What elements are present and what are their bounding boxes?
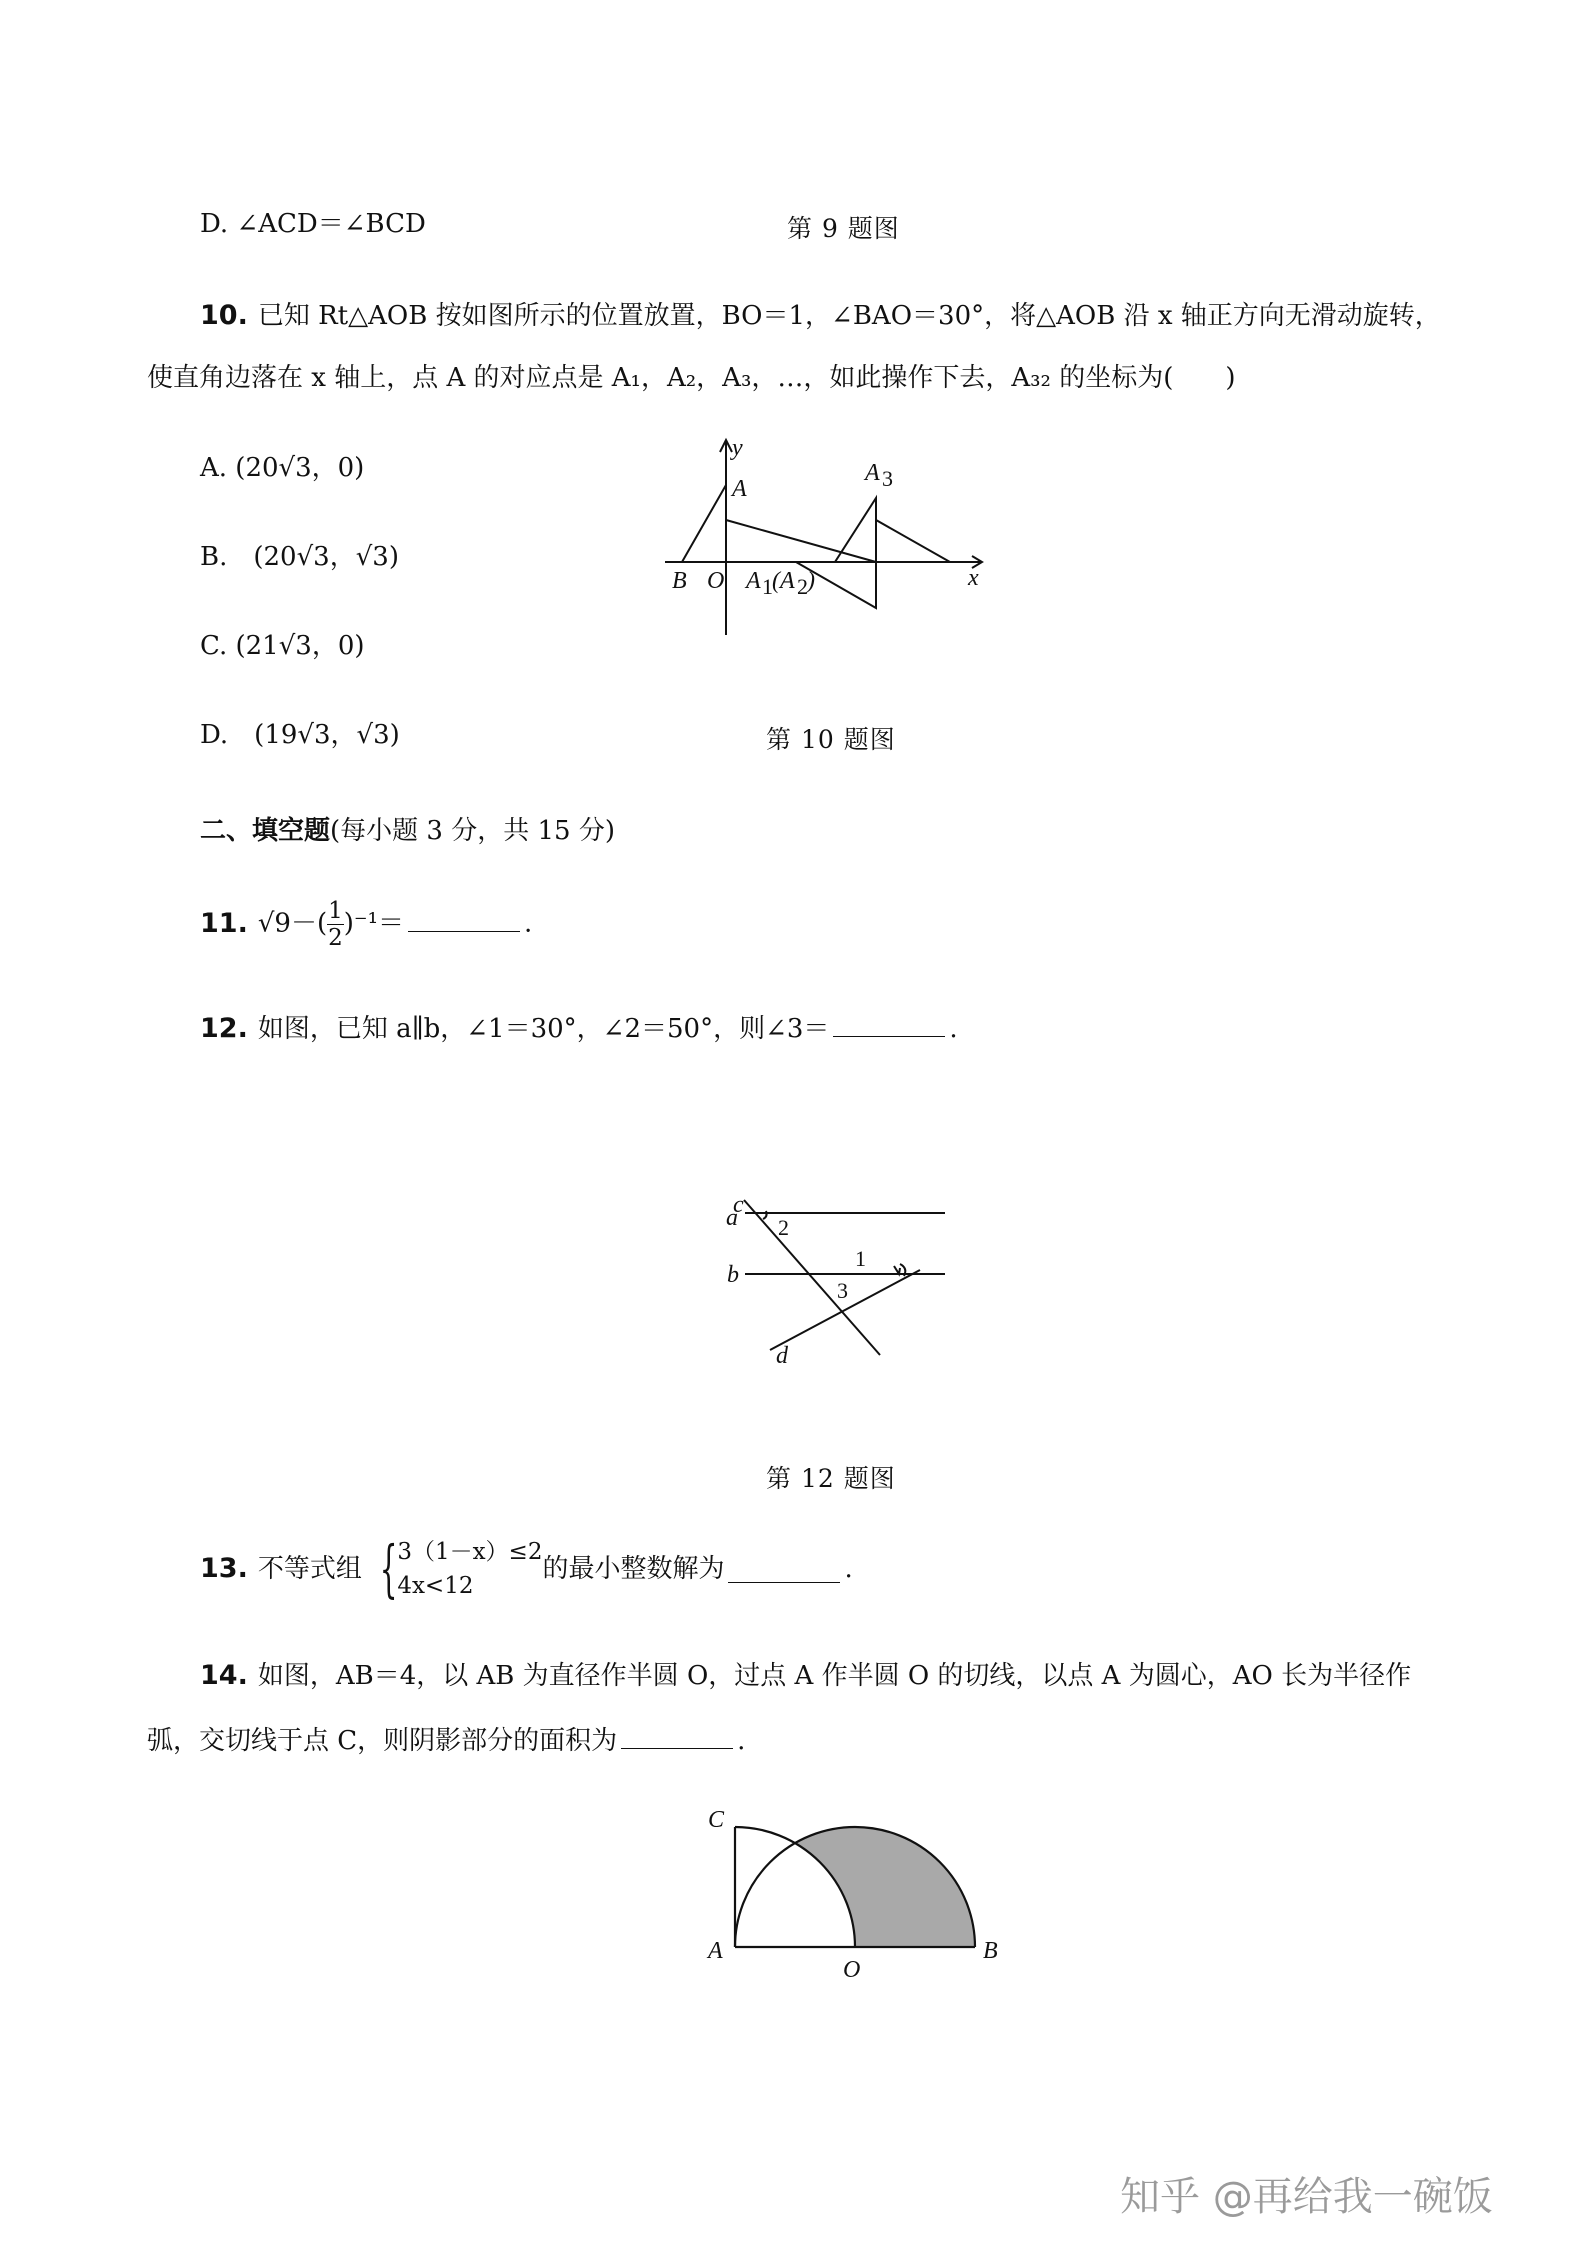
- q10-figure: [650, 430, 1000, 640]
- q10-label-A2-sub: 2: [797, 574, 808, 599]
- q10-figure-caption: 第 10 题图: [766, 725, 896, 754]
- q10-label-x: x: [968, 565, 979, 591]
- q10-option-a: A. (20√3，0): [200, 453, 365, 483]
- q10-label-B: B: [672, 568, 687, 594]
- q10-option-b: B. (20√3，√3): [200, 542, 399, 572]
- q14-label-B: B: [983, 1938, 998, 1964]
- q10-text-line1: 已知 Rt△AOB 按如图所示的位置放置，BO＝1，∠BAO＝30°，将△AOB 沿 x 轴正方向无滑动旋转，: [257, 301, 1441, 331]
- triangle-A3-left: [835, 498, 876, 562]
- section-2-title: 二、填空题: [200, 816, 331, 846]
- q13-row1: 3（1－x）≤2: [397, 1539, 543, 1565]
- q11-answer-blank[interactable]: [408, 905, 520, 932]
- q13-pre: 不等式组: [257, 1554, 362, 1584]
- q12-end: .: [949, 1014, 958, 1044]
- q9-figure-caption: 第 9 题图: [787, 214, 900, 243]
- q10-number: 10.: [200, 300, 248, 331]
- q14-label-A: A: [708, 1938, 723, 1964]
- q14-label-C: C: [708, 1807, 725, 1833]
- q12-label-3: 3: [837, 1278, 848, 1303]
- q14-answer-blank[interactable]: [621, 1722, 733, 1749]
- q11: [200, 898, 532, 951]
- q12-label-a: a: [726, 1205, 738, 1231]
- q13-number: 13.: [200, 1553, 248, 1584]
- q13-brace: {: [379, 1532, 398, 1605]
- q13-row2: 4x<12: [397, 1573, 474, 1599]
- q14-label-O: O: [843, 1957, 861, 1983]
- q13-end: .: [844, 1554, 853, 1584]
- triangle-AOB: [682, 485, 726, 562]
- q10-label-A3: A: [865, 460, 880, 486]
- q11-expr-post: )⁻¹＝: [343, 908, 405, 939]
- q14-text-line2: 弧，交切线于点 C，则阴影部分的面积为: [147, 1726, 618, 1756]
- q10-label-A: A: [732, 476, 747, 502]
- q11-expr-pre: √9－(: [257, 908, 328, 939]
- triangle-A3-right: [876, 520, 950, 562]
- q12-number: 12.: [200, 1013, 248, 1044]
- q12-figure: [720, 1180, 960, 1370]
- section-2-heading: [200, 810, 615, 847]
- q10-line1: [200, 300, 1441, 332]
- q10-text-line2: 使直角边落在 x 轴上，点 A 的对应点是 A₁，A₂，A₃，…，如此操作下去，A₃₂ 的坐标为( ): [147, 363, 1236, 393]
- q10-label-A2-close: ): [807, 568, 815, 594]
- q14-end: .: [737, 1726, 746, 1756]
- q12: [200, 1010, 958, 1045]
- q10-label-O: O: [707, 568, 725, 594]
- q11-frac-den: 2: [328, 925, 343, 951]
- q11-fraction: [327, 898, 344, 951]
- q10-label-A1-sub: 1: [762, 574, 773, 599]
- q10-label-y: y: [732, 435, 743, 461]
- line-c: [744, 1200, 880, 1355]
- q13-system: [397, 1535, 542, 1603]
- angle-1-arrow: [894, 1266, 900, 1274]
- q14-figure: [700, 1795, 1020, 1995]
- q14-text-line1: 如图，AB＝4，以 AB 为直径作半圆 O，过点 A 作半圆 O 的切线，以点 A 为圆心，AO 长为半径作: [257, 1661, 1412, 1691]
- q10-label-A2: (A: [772, 568, 795, 594]
- shaded-region: [795, 1827, 975, 1947]
- q9-option-d: D. ∠ACD＝∠BCD: [200, 209, 426, 239]
- q14-line2: [147, 1722, 745, 1757]
- q12-answer-blank[interactable]: [833, 1010, 945, 1037]
- q10-label-A3-sub: 3: [882, 466, 893, 491]
- q13: [200, 1532, 853, 1605]
- q12-label-d: d: [776, 1343, 788, 1369]
- q12-label-c: c: [733, 1192, 744, 1218]
- q11-frac-num: 1: [328, 898, 343, 924]
- watermark: 知乎 @再给我一碗饭: [1120, 2174, 1493, 2220]
- q12-figure-caption: 第 12 题图: [766, 1464, 896, 1493]
- q12-text: 如图，已知 a∥b，∠1＝30°，∠2＝50°，则∠3＝: [257, 1014, 830, 1044]
- q11-end: .: [524, 908, 533, 939]
- q11-number: 11.: [200, 907, 248, 939]
- q10-option-d: D. (19√3，√3): [200, 720, 400, 750]
- q10-label-A1: A: [746, 568, 761, 594]
- q13-post: 的最小整数解为: [542, 1554, 725, 1584]
- q13-answer-blank[interactable]: [728, 1556, 840, 1583]
- triangle-A1: [726, 520, 876, 562]
- q12-label-1: 1: [855, 1246, 866, 1271]
- q12-label-b: b: [727, 1262, 739, 1288]
- q12-label-2: 2: [778, 1215, 789, 1240]
- q14-number: 14.: [200, 1660, 248, 1691]
- section-2-note: (每小题 3 分，共 15 分): [330, 816, 615, 846]
- q10-option-c: C. (21√3，0): [200, 631, 365, 661]
- q14-line1: [200, 1660, 1411, 1692]
